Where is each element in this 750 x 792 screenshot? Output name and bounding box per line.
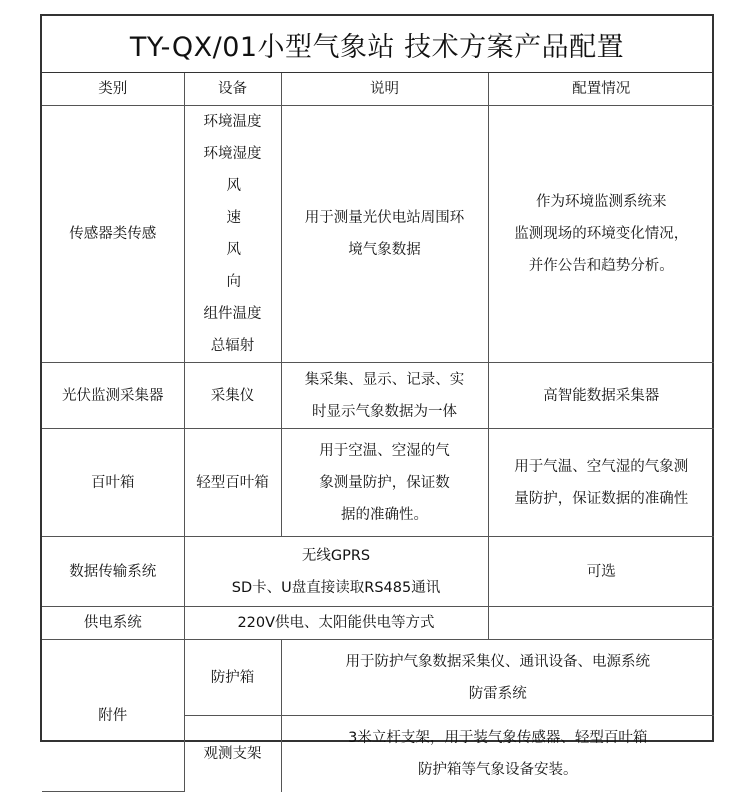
device-item: 总辐射 — [210, 338, 255, 354]
config-cell: 用于气温、空气湿的气象测 量防护，保证数据的准确性 — [488, 429, 714, 537]
device-cell: 防护箱 — [184, 640, 281, 716]
table-row-collector — [42, 363, 714, 429]
config-sheet — [40, 14, 714, 778]
table-row-sensors — [42, 106, 714, 363]
config-table — [42, 73, 714, 792]
header-row — [42, 73, 714, 106]
category-cell: 百叶箱 — [42, 429, 184, 537]
description-cell: 用于空温、空湿的气 象测量防护，保证数 据的准确性。 — [281, 429, 488, 537]
table-row-transmission — [42, 537, 714, 607]
table-row-shutter — [42, 429, 714, 537]
device-cell — [184, 106, 281, 363]
config-cell: 可选 — [488, 537, 714, 607]
category-cell: 供电系统 — [42, 607, 184, 640]
category-cell: 附件 — [42, 640, 184, 792]
config-cell — [488, 607, 714, 640]
description-cell: 集采集、显示、记录、实 时显示气象数据为一体 — [281, 363, 488, 429]
header-category: 类别 — [42, 73, 184, 106]
table-row-accessory — [42, 640, 714, 716]
device-cell: 采集仪 — [184, 363, 281, 429]
device-cell: 轻型百叶箱 — [184, 429, 281, 537]
description-cell: 无线GPRS SD卡、U盘直接读取RS485通讯 — [184, 537, 488, 607]
category-cell: 光伏监测采集器 — [42, 363, 184, 429]
config-cell: 作为环境监测系统来 监测现场的环境变化情况， 并作公告和趋势分析。 — [488, 106, 714, 363]
description-cell: 用于防护气象数据采集仪、通讯设备、电源系统 防雷系统 — [281, 640, 714, 716]
device-cell: 观测支架 — [184, 716, 281, 792]
description-cell: 220V供电、太阳能供电等方式 — [184, 607, 488, 640]
header-description: 说明 — [281, 73, 488, 106]
header-config: 配置情况 — [488, 73, 714, 106]
header-device: 设备 — [184, 73, 281, 106]
category-cell: 传感器类传感 — [42, 106, 184, 363]
description-cell: 用于测量光伏电站周围环 境气象数据 — [281, 106, 488, 363]
description-cell: 3米立杆支架，用于装气象传感器、轻型百叶箱 防护箱等气象设备安装。 — [281, 716, 714, 792]
category-cell: 数据传输系统 — [42, 537, 184, 607]
device-item: 风向 — [226, 242, 279, 290]
device-item: 组件温度 — [203, 306, 262, 322]
table-row-power — [42, 607, 714, 640]
device-item: 风速 — [226, 178, 279, 226]
page-title: TY-QX/01小型气象站 技术方案产品配置 — [42, 16, 712, 73]
device-item: 环境湿度 — [203, 146, 262, 162]
config-cell: 高智能数据采集器 — [488, 363, 714, 429]
device-item: 环境温度 — [203, 114, 262, 130]
